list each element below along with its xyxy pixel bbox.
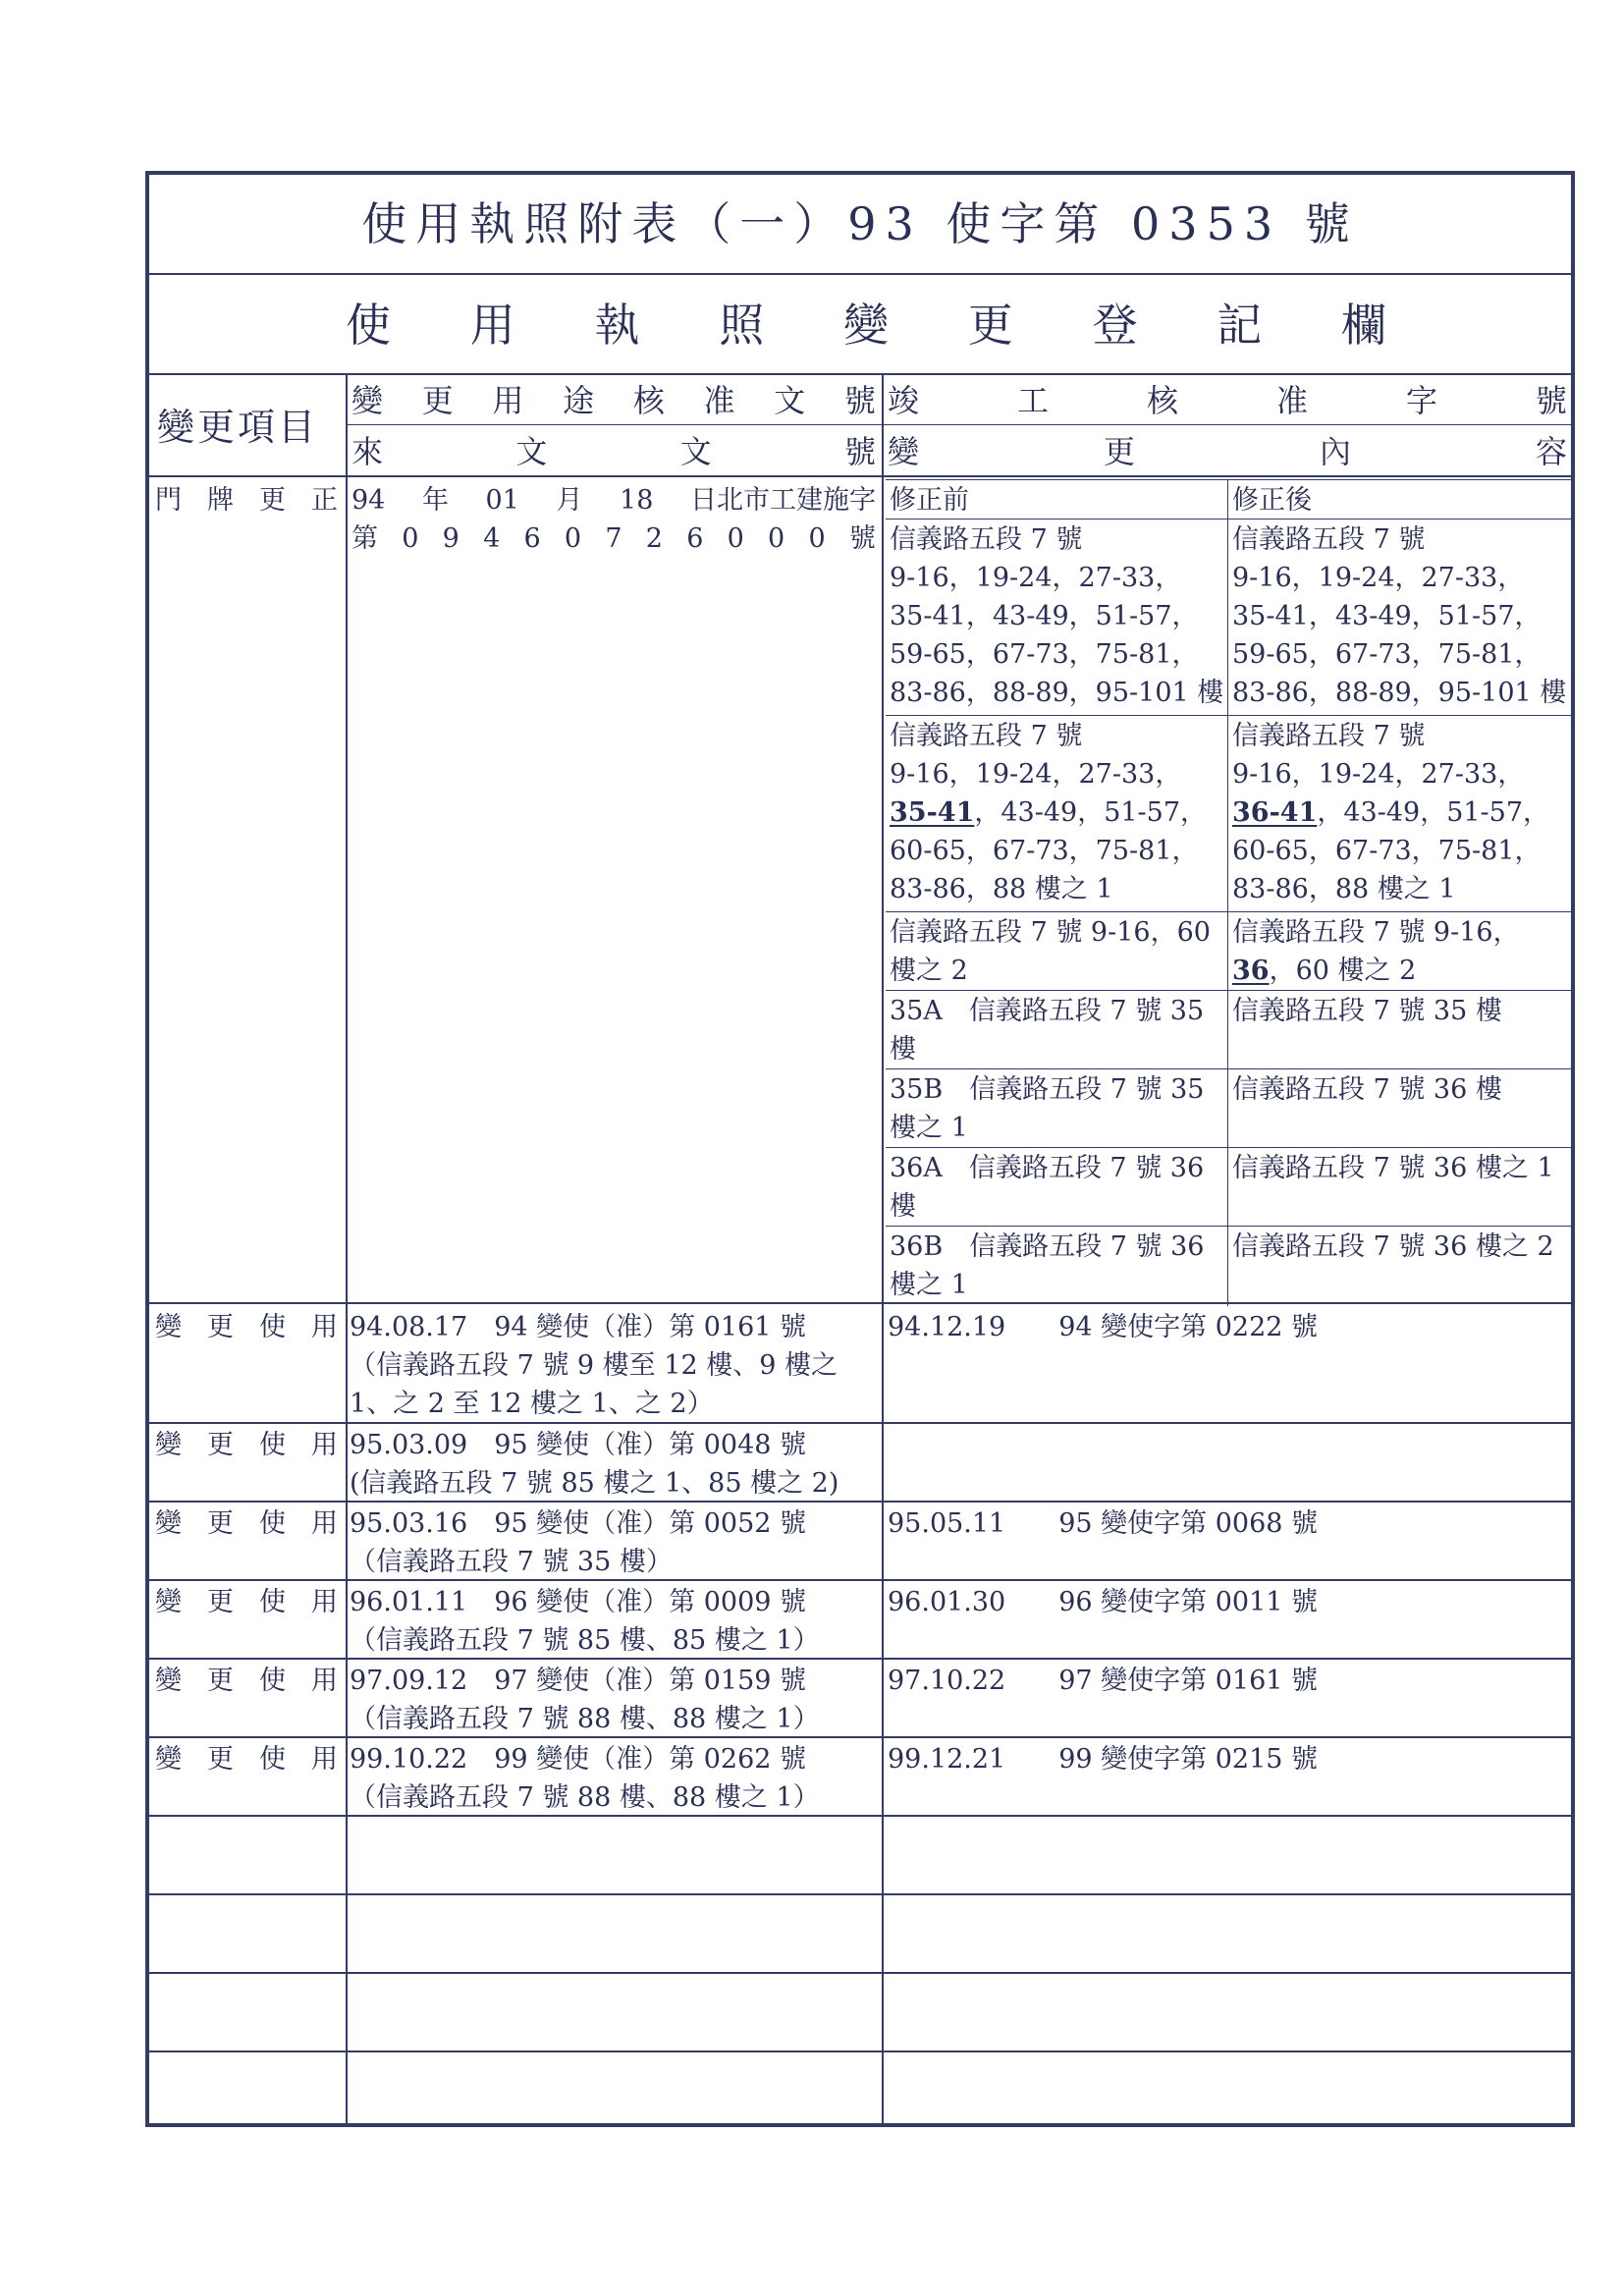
inner-grid-line (886, 1226, 1571, 1227)
changed-floor-range: 36-41 (1232, 797, 1318, 828)
after-cell-3: 信義路五段 7 號 9-16， 36，60 樓之 2 (1232, 917, 1520, 986)
after-cell-7: 信義路五段 7 號 36 樓之 2 (1232, 1231, 1554, 1262)
change-doc-5: 97.09.12 97 變使（准）第 0159 號 （信義路五段 7 號 88 樓、88 樓之 1） (350, 1666, 820, 1734)
change-item-1: 變 更 使 用 (155, 1312, 338, 1342)
change-completion-5: 97.10.22 97 變使字第 0161 號 (888, 1666, 1319, 1696)
after-label: 修正後 (1232, 485, 1312, 516)
before-cell-6: 36A 信義路五段 7 號 36 樓 (890, 1153, 1205, 1222)
before-cell-4: 35A 信義路五段 7 號 35 樓 (890, 996, 1205, 1065)
header-approval-bottom: 來 文 文 號 (352, 433, 876, 470)
document-title: 使用執照附表（一）93 使字第 0353 號 (361, 197, 1359, 250)
header-divider (147, 475, 1573, 477)
before-cell-1: 信義路五段 7 號 9-16，19-24，27-33， 35-41，43-49，51-57， 59-65，67-73，75-81， 83-86，88-89，95-101 樓 (890, 524, 1224, 708)
inner-grid-line (886, 1147, 1571, 1148)
row-divider-10 (147, 2050, 1573, 2052)
before-cell-2: 信義路五段 7 號 9-16，19-24，27-33， 35-41，43-49，51-57， 60-65，67-73，75-81， 83-86，88 樓之 1 (890, 721, 1208, 904)
header-completion-bottom: 變 更 內 容 (888, 433, 1567, 470)
header-approval-top: 變 更 用 途 核 准 文 號 (352, 382, 876, 419)
change-completion-3: 95.05.11 95 變使字第 0068 號 (888, 1508, 1319, 1539)
row-divider-9 (147, 1972, 1573, 1974)
inner-grid-line (886, 990, 1571, 991)
column-divider-2 (882, 373, 884, 2125)
door-doc-line2: 第 0 9 4 6 0 7 2 6 0 0 0 號 (352, 523, 876, 554)
row-divider-8 (147, 1893, 1573, 1895)
before-cell-7: 36B 信義路五段 7 號 36 樓之 1 (890, 1231, 1205, 1300)
change-item-5: 變 更 使 用 (155, 1666, 338, 1696)
change-completion-1: 94.12.19 94 變使字第 0222 號 (888, 1312, 1319, 1342)
after-cell-6: 信義路五段 7 號 36 樓之 1 (1232, 1153, 1554, 1183)
door-doc-line1: 94 年 01 月 18 日北市工建施字 (352, 485, 876, 516)
section-title: 使 用 執 照 變 更 登 記 欄 (346, 299, 1386, 352)
inner-grid-top (886, 479, 1571, 480)
change-completion-4: 96.01.30 96 變使字第 0011 號 (888, 1587, 1319, 1617)
inner-grid-line (886, 1068, 1571, 1069)
subtitle-divider (147, 373, 1573, 375)
inner-grid-right (1571, 479, 1572, 1306)
change-doc-6: 99.10.22 99 變使（准）第 0262 號 （信義路五段 7 號 88 樓、88 樓之 1） (350, 1744, 820, 1813)
before-cell-5: 35B 信義路五段 7 號 35 樓之 1 (890, 1074, 1205, 1143)
change-completion-6: 99.12.21 99 變使字第 0215 號 (888, 1744, 1319, 1775)
after-cell-5: 信義路五段 7 號 36 樓 (1232, 1074, 1502, 1105)
before-cell-3: 信義路五段 7 號 9-16，60 樓之 2 (890, 917, 1211, 986)
header-item: 變更項目 (157, 406, 319, 449)
after-cell-4: 信義路五段 7 號 35 樓 (1232, 996, 1502, 1026)
inner-grid-line (886, 911, 1571, 912)
change-doc-1: 94.08.17 94 變使（准）第 0161 號 （信義路五段 7 號 9 樓至 12 樓、9 樓之 1、之 2 至 12 樓之 1、之 2） (350, 1312, 838, 1419)
change-doc-2: 95.03.09 95 變使（准）第 0048 號 (信義路五段 7 號 85 樓之 1、85 樓之 2) (350, 1430, 839, 1499)
change-item-2: 變 更 使 用 (155, 1430, 338, 1460)
column-divider-1 (346, 373, 348, 2125)
changed-floor-range: 35-41 (890, 797, 975, 828)
row-divider-1 (147, 1302, 1573, 1304)
change-item-6: 變 更 使 用 (155, 1744, 338, 1775)
change-doc-3: 95.03.16 95 變使（准）第 0052 號 （信義路五段 7 號 35 樓） (350, 1508, 807, 1577)
title-divider (147, 273, 1573, 275)
before-after-divider (1227, 479, 1228, 1306)
after-cell-2: 信義路五段 7 號 9-16，19-24，27-33， 36-41，43-49，51-57， 60-65，67-73，75-81， 83-86，88 樓之 1 (1232, 721, 1550, 904)
changed-floor: 36 (1232, 956, 1270, 986)
after-cell-1: 信義路五段 7 號 9-16，19-24，27-33， 35-41，43-49，51-57， 59-65，67-73，75-81， 83-86，88-89，95-101 樓 (1232, 524, 1567, 708)
change-doc-4: 96.01.11 96 變使（准）第 0009 號 （信義路五段 7 號 85 樓、85 樓之 1） (350, 1587, 820, 1656)
inner-grid-line (886, 715, 1571, 716)
change-item-4: 變 更 使 用 (155, 1587, 338, 1617)
before-label: 修正前 (890, 485, 969, 516)
change-item-3: 變 更 使 用 (155, 1508, 338, 1539)
door-correction-item: 門 牌 更 正 (155, 485, 338, 516)
header-mid-divider (346, 424, 1573, 425)
header-completion-top: 竣 工 核 准 字 號 (888, 382, 1567, 419)
